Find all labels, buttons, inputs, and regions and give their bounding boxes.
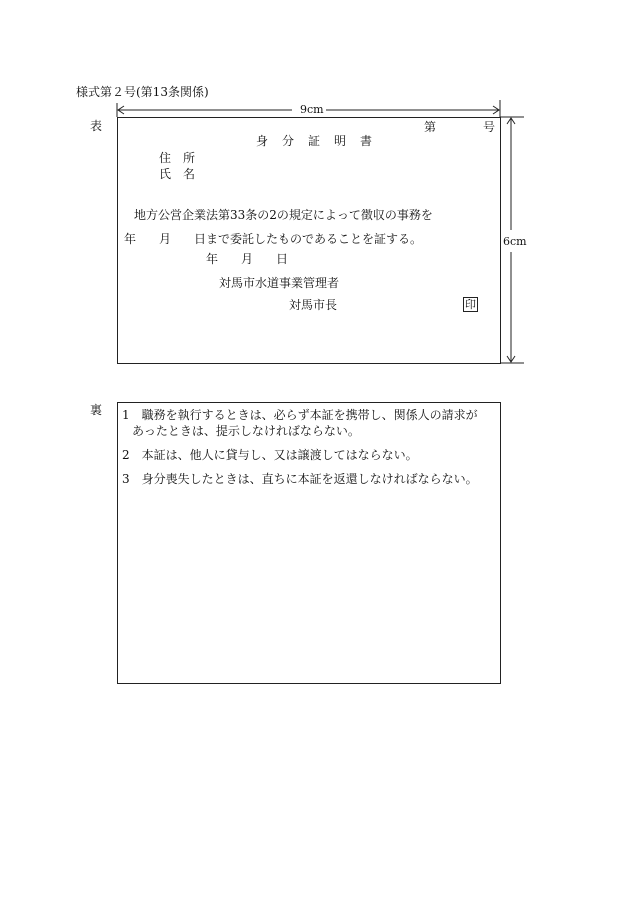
name-label: 氏 名 [159, 167, 196, 181]
seal-mark: 印 [465, 298, 476, 311]
number-prefix: 第 [424, 120, 437, 134]
body-line-1: 地方公営企業法第33条の2の規定によって徴収の事務を [134, 208, 433, 222]
body-rest: 日まで委託したものであることを証する。 [194, 232, 423, 246]
body-month: 月 [159, 232, 172, 246]
back-note-2-num: 2 [122, 448, 130, 462]
back-note-1-line2: あったときは、提示しなければならない。 [132, 424, 360, 438]
back-side-label: 裏 [90, 403, 103, 417]
number-suffix: 号 [483, 120, 496, 134]
height-dimension-label: 6cm [503, 235, 527, 248]
card-title: 身 分 証 明 書 [256, 134, 374, 148]
back-note-3 [122, 471, 496, 487]
address-label: 住 所 [159, 151, 196, 165]
back-note-2-line1: 本証は、他人に貸与し、又は譲渡してはならない。 [141, 448, 418, 462]
date-year: 年 [206, 252, 219, 266]
back-note-2 [122, 447, 496, 463]
back-note-1-num: 1 [122, 408, 130, 422]
back-note-3-num: 3 [122, 472, 130, 486]
back-note-3-line1: 身分喪失したときは、直ちに本証を返還しなければならない。 [141, 472, 478, 486]
back-note-1-line1: 職務を執行するときは、必らず本証を携帯し、関係人の請求が [141, 408, 478, 422]
date-month: 月 [241, 252, 254, 266]
date-day: 日 [276, 252, 289, 266]
back-note-1 [122, 407, 496, 439]
form-label: 様式第２号(第13条関係) [76, 85, 209, 99]
body-year: 年 [124, 232, 137, 246]
issuer-title: 対馬市長 [289, 298, 338, 312]
width-dimension-label: 9cm [300, 103, 324, 116]
back-notes [122, 407, 496, 495]
front-side-label: 表 [90, 119, 103, 133]
issuer-org: 対馬市水道事業管理者 [219, 276, 340, 290]
